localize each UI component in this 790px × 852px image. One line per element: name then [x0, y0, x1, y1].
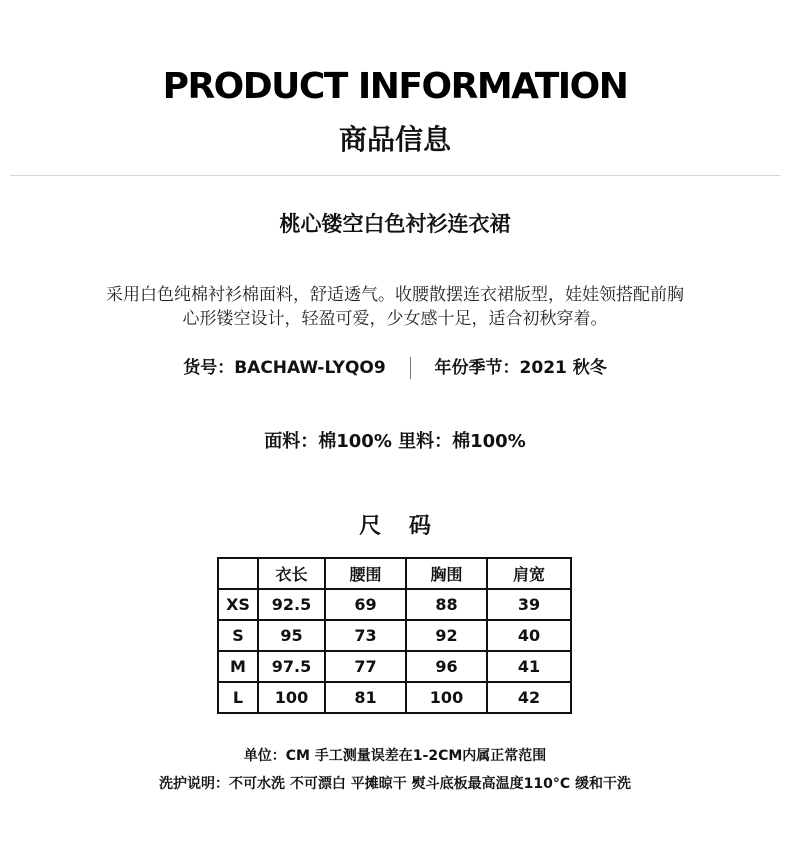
- section-divider: [10, 175, 780, 176]
- size-table-row: [218, 589, 571, 620]
- season-label: 年份季节：: [434, 358, 520, 378]
- size-value-cell: 39: [487, 589, 571, 620]
- size-value-cell: 81: [325, 682, 406, 713]
- size-value-cell: 100: [258, 682, 325, 713]
- page-title-en: PRODUCT INFORMATION: [162, 66, 628, 107]
- unit-note: 单位：CM 手工测量误差在1-2CM内属正常范围: [243, 748, 547, 764]
- product-description: [40, 283, 750, 331]
- size-table-header-cell: 衣长: [258, 558, 325, 589]
- product-meta: [0, 353, 790, 379]
- size-table-header-cell: 腰围: [325, 558, 406, 589]
- size-table-row: [218, 651, 571, 682]
- size-table-header-cell: 胸围: [406, 558, 487, 589]
- size-value-cell: 96: [406, 651, 487, 682]
- description-line: 采用白色纯棉衬衫棉面料，舒适透气。收腰散摆连衣裙版型，娃娃领搭配前胸: [106, 285, 684, 305]
- size-table-header-row: [218, 558, 571, 589]
- size-value-cell: 95: [258, 620, 325, 651]
- size-table-row: [218, 620, 571, 651]
- page-title-zh: 商品信息: [338, 123, 451, 156]
- size-label-cell: S: [218, 620, 258, 651]
- size-value-cell: 42: [487, 682, 571, 713]
- care-instructions: 洗护说明：不可水洗 不可漂白 平摊晾干 熨斗底板最高温度110°C 缓和干洗: [159, 776, 631, 792]
- size-table: [217, 557, 572, 714]
- size-value-cell: 69: [325, 589, 406, 620]
- size-table-row: [218, 682, 571, 713]
- fabric-info: 面料：棉100% 里料：棉100%: [264, 431, 526, 452]
- sku-label: 货号：: [183, 358, 235, 378]
- meta-separator: [410, 357, 411, 379]
- size-label-cell: XS: [218, 589, 258, 620]
- size-value-cell: 40: [487, 620, 571, 651]
- size-value-cell: 92: [406, 620, 487, 651]
- size-value-cell: 77: [325, 651, 406, 682]
- size-value-cell: 100: [406, 682, 487, 713]
- size-table-header-cell: [218, 558, 258, 589]
- size-value-cell: 88: [406, 589, 487, 620]
- size-label-cell: L: [218, 682, 258, 713]
- size-table-header-cell: 肩宽: [487, 558, 571, 589]
- size-value-cell: 97.5: [258, 651, 325, 682]
- size-value-cell: 41: [487, 651, 571, 682]
- description-line: 心形镂空设计，轻盈可爱，少女感十足，适合初秋穿着。: [182, 309, 608, 329]
- product-name: 桃心镂空白色衬衫连衣裙: [279, 212, 511, 236]
- sku-value: BACHAW-LYQO9: [234, 358, 386, 378]
- season-value: 2021 秋冬: [519, 358, 607, 378]
- size-value-cell: 92.5: [258, 589, 325, 620]
- size-section-title: 尺 码: [359, 514, 441, 539]
- size-value-cell: 73: [325, 620, 406, 651]
- size-label-cell: M: [218, 651, 258, 682]
